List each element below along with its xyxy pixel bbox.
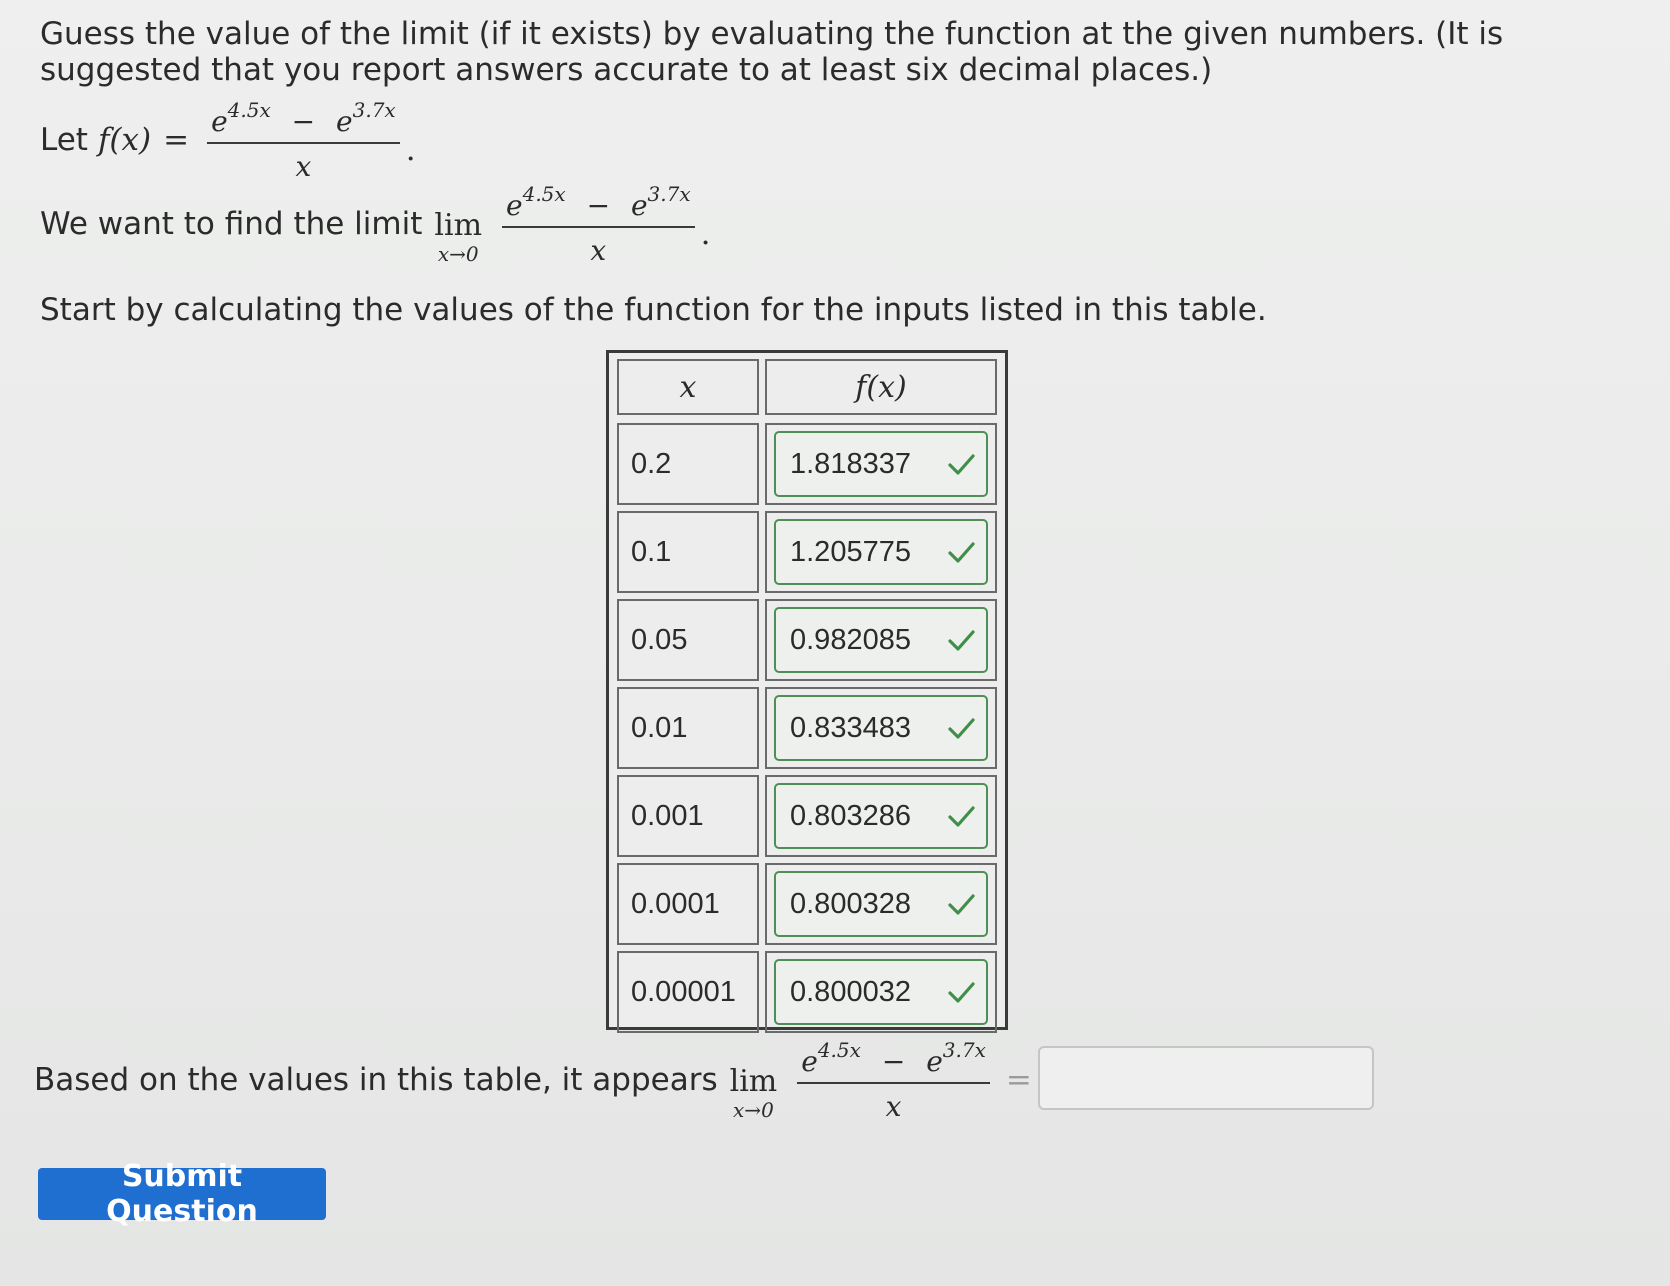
table-instructions: Start by calculating the values of the function for the inputs listed in this table. <box>40 292 1267 328</box>
goal-exp-base-2: e <box>630 188 648 222</box>
conclusion-exponent-2: 3.7x <box>942 1037 986 1062</box>
fx-cell <box>765 599 997 681</box>
goal-fraction <box>502 182 695 267</box>
fx-cell <box>765 863 997 945</box>
limit-goal <box>40 176 711 272</box>
function-lhs: f(x) <box>97 122 152 158</box>
fx-answer-value: 0.800032 <box>790 975 911 1008</box>
fraction-numerator <box>207 98 400 142</box>
minus-sign: − <box>291 104 316 138</box>
conclusion-equals-sign: = <box>1005 1062 1032 1098</box>
conclusion-limit-operator <box>730 1066 778 1122</box>
table-row <box>617 775 997 857</box>
goal-exponent-1: 4.5x <box>522 181 566 206</box>
table-row <box>617 863 997 945</box>
function-definition <box>40 92 416 188</box>
fx-cell <box>765 687 997 769</box>
fx-answer-input[interactable] <box>774 871 988 937</box>
instructions-text: Guess the value of the limit (if it exists) by evaluating the function at the given numbers. (It is suggested that you report answers accurate to at least six decimal places.) <box>40 16 1504 88</box>
exp-base-2: e <box>336 104 353 138</box>
values-table <box>606 350 1008 1030</box>
conclusion-exponent-1: 4.5x <box>817 1037 861 1062</box>
x-value-cell: 0.1 <box>617 511 759 593</box>
definition-period: . <box>405 132 416 168</box>
x-value-cell: 0.001 <box>617 775 759 857</box>
conclusion-fraction <box>797 1038 990 1123</box>
goal-exp-base-1: e <box>506 188 523 222</box>
goal-lead-text: We want to find the limit <box>40 206 423 242</box>
header-x: x <box>617 359 759 415</box>
conclusion-exp-base-1: e <box>801 1044 818 1078</box>
x-value-cell: 0.00001 <box>617 951 759 1033</box>
fx-cell <box>765 511 997 593</box>
fx-answer-value: 0.833483 <box>790 711 911 744</box>
table-body <box>617 423 997 1039</box>
check-icon <box>946 977 976 1007</box>
goal-denominator: x <box>590 233 607 267</box>
equals-sign: = <box>163 122 190 158</box>
fx-answer-input[interactable] <box>774 783 988 849</box>
table-row <box>617 423 997 505</box>
check-icon <box>946 449 976 479</box>
fx-answer-value: 0.803286 <box>790 799 911 832</box>
fx-answer-value: 1.205775 <box>790 535 911 568</box>
table-row <box>617 511 997 593</box>
table-header-row <box>617 359 997 415</box>
fraction-denominator: x <box>295 149 312 183</box>
table-row <box>617 951 997 1033</box>
function-fraction <box>207 98 400 183</box>
fx-cell <box>765 951 997 1033</box>
check-icon <box>946 801 976 831</box>
fx-answer-input[interactable] <box>774 607 988 673</box>
fx-cell <box>765 775 997 857</box>
goal-minus-sign: − <box>586 188 611 222</box>
lim-subscript: x→0 <box>437 242 479 266</box>
fx-answer-value: 1.818337 <box>790 447 911 480</box>
limit-operator <box>434 210 482 266</box>
fx-cell <box>765 423 997 505</box>
conclusion-denominator: x <box>885 1089 902 1123</box>
conclusion-row <box>34 1030 1374 1130</box>
exponent-1: 4.5x <box>227 97 271 122</box>
submit-question-button[interactable]: Submit Question <box>38 1168 326 1220</box>
exp-base-1: e <box>211 104 228 138</box>
x-value-cell: 0.01 <box>617 687 759 769</box>
x-value-cell: 0.05 <box>617 599 759 681</box>
let-label: Let <box>40 122 88 158</box>
table-row <box>617 687 997 769</box>
conclusion-numerator <box>797 1038 990 1082</box>
conclusion-lim-subscript: x→0 <box>733 1098 774 1122</box>
x-value-cell: 0.2 <box>617 423 759 505</box>
fx-answer-input[interactable] <box>774 431 988 497</box>
fx-answer-value: 0.982085 <box>790 623 911 656</box>
goal-period: . <box>700 216 711 252</box>
limit-answer-input[interactable] <box>1038 1046 1374 1110</box>
header-fx: f(x) <box>765 359 997 415</box>
fx-answer-value: 0.800328 <box>790 887 911 920</box>
lim-word: lim <box>434 208 483 243</box>
check-icon <box>946 889 976 919</box>
check-icon <box>946 625 976 655</box>
x-value-cell: 0.0001 <box>617 863 759 945</box>
fx-answer-input[interactable] <box>774 959 988 1025</box>
goal-exponent-2: 3.7x <box>647 181 691 206</box>
exponent-2: 3.7x <box>352 97 396 122</box>
check-icon <box>946 713 976 743</box>
table-row <box>617 599 997 681</box>
conclusion-text: Based on the values in this table, it appears <box>34 1062 718 1098</box>
goal-numerator <box>502 182 695 226</box>
fx-answer-input[interactable] <box>774 519 988 585</box>
fx-answer-input[interactable] <box>774 695 988 761</box>
check-icon <box>946 537 976 567</box>
conclusion-lim-word: lim <box>729 1064 778 1099</box>
conclusion-exp-base-2: e <box>926 1044 943 1078</box>
conclusion-minus-sign: − <box>881 1044 906 1078</box>
